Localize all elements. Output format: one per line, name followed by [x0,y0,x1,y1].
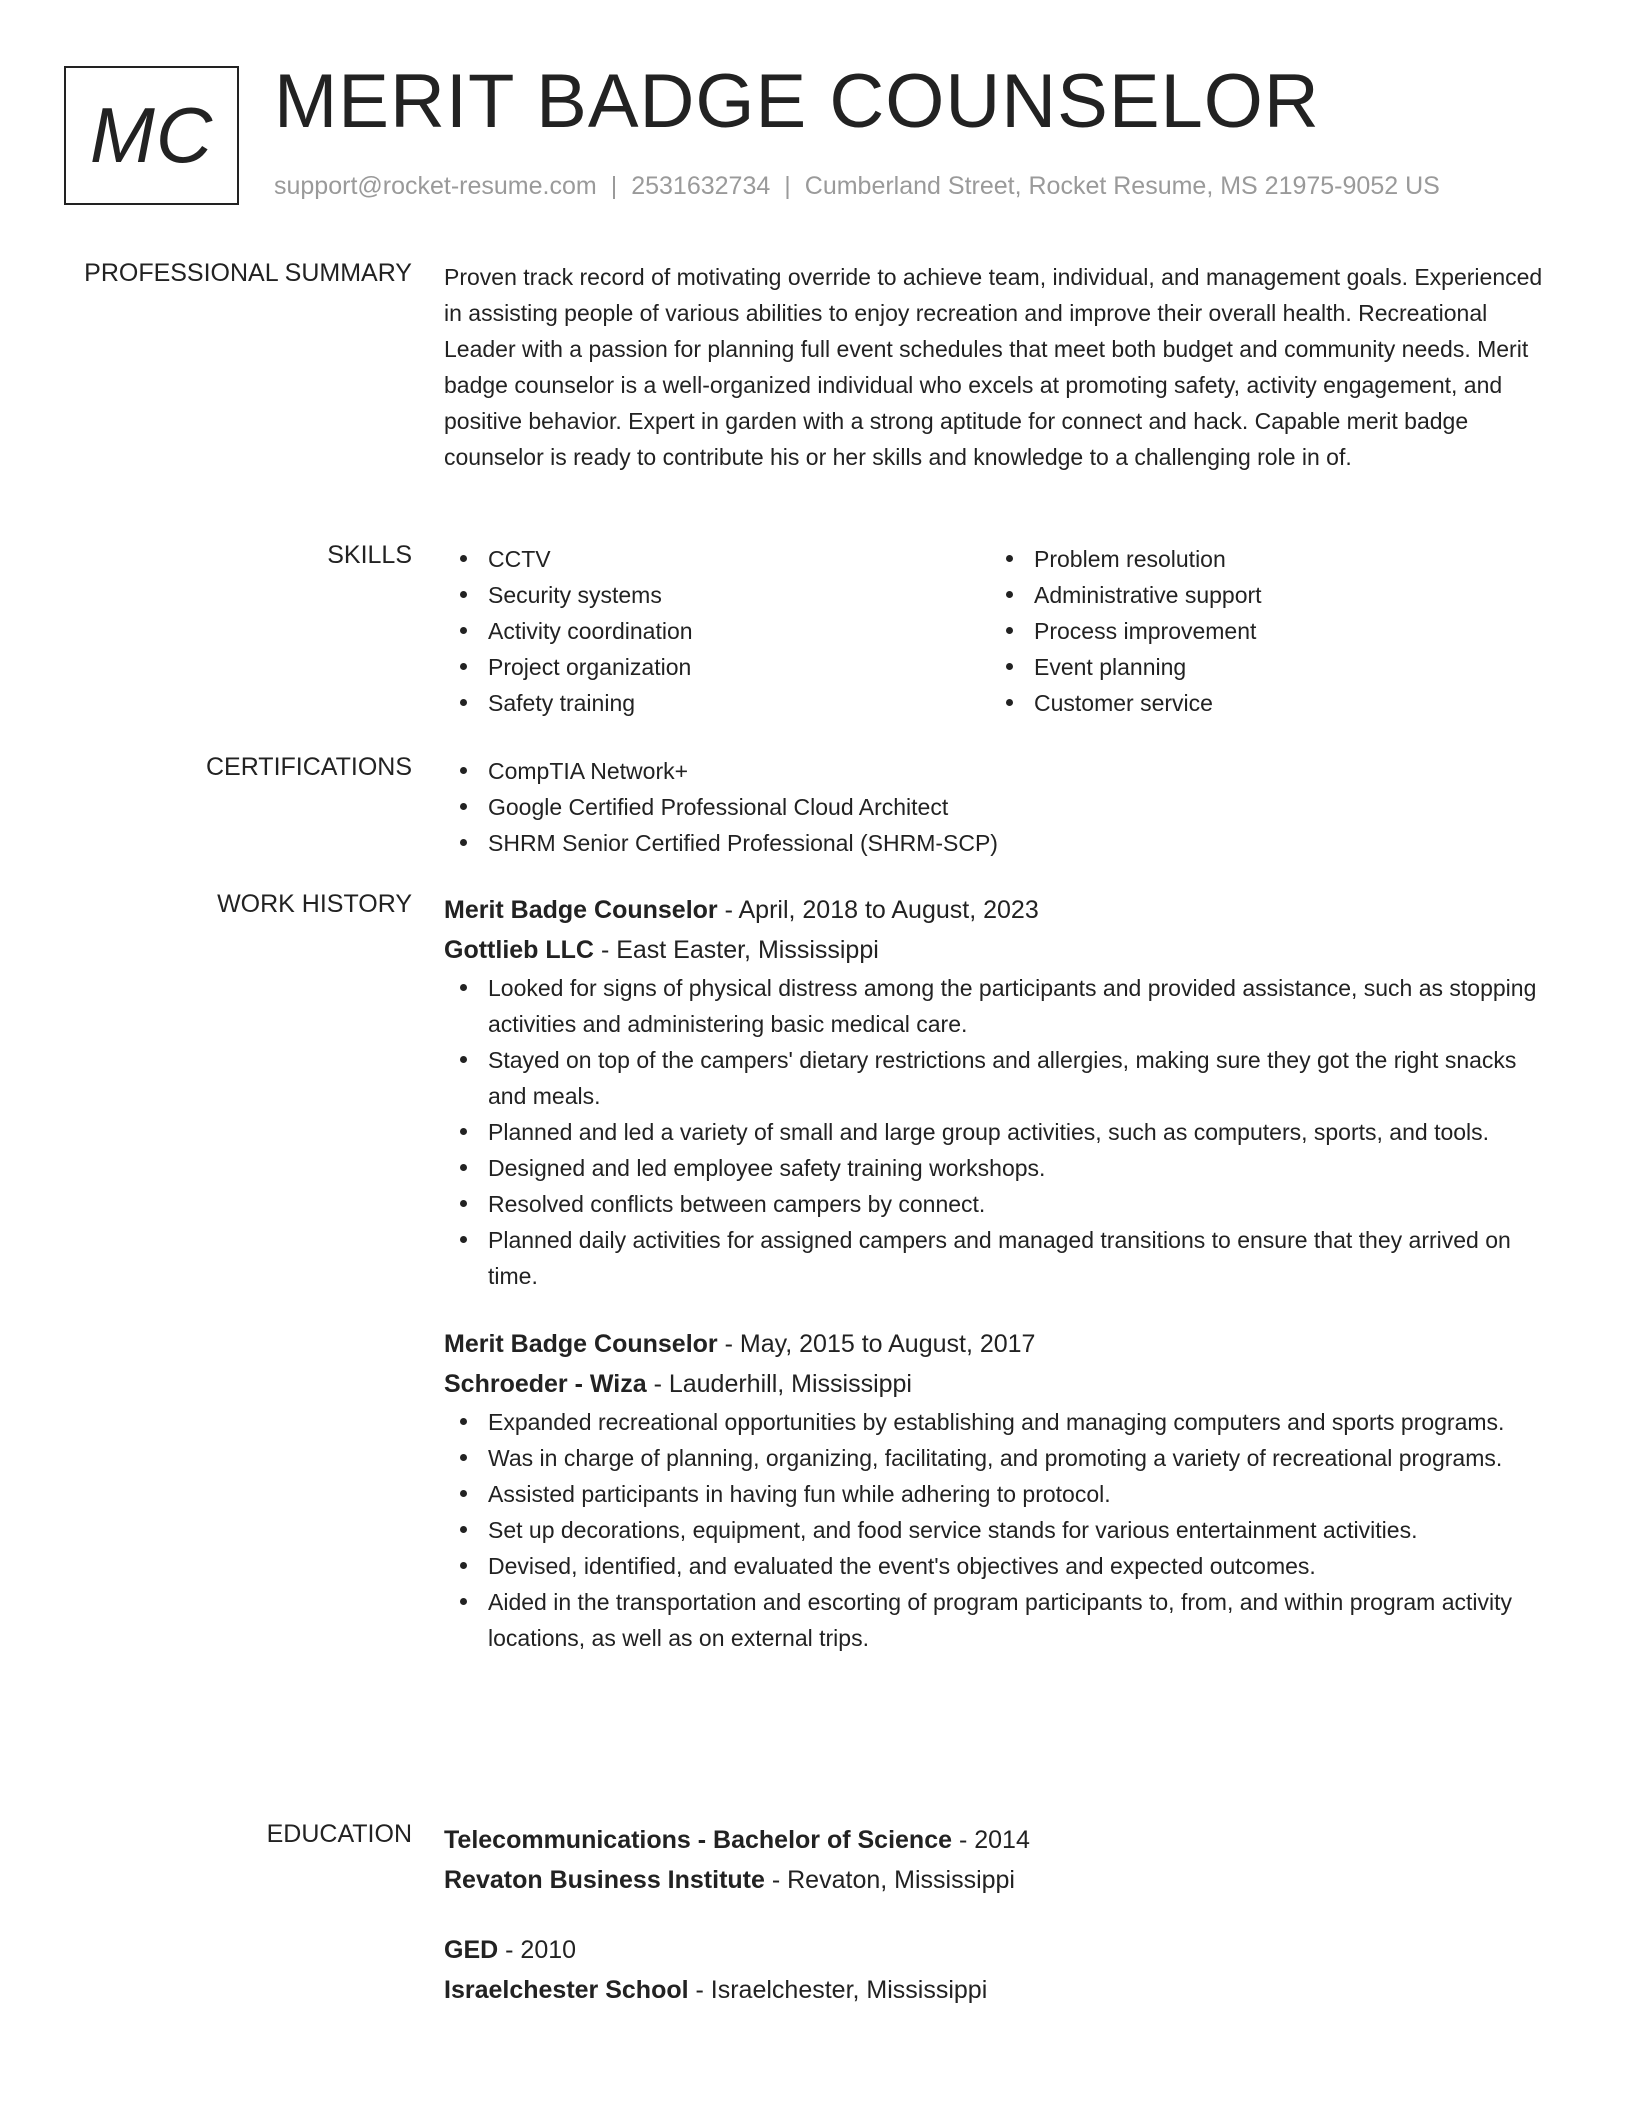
job-entry [444,1324,1554,1656]
job-entry [444,890,1554,1294]
list-item: CompTIA Network+ [444,753,1554,789]
list-item: Safety training [444,685,990,721]
education-year: - 2014 [958,1826,1030,1854]
list-item: Google Certified Professional Cloud Architect [444,789,1554,825]
monogram-box [64,66,239,205]
contact-address: Cumberland Street, Rocket Resume, MS 21975-9052 US [804,172,1440,200]
list-item: Was in charge of planning, organizing, facilitating, and promoting a variety of recreational programs. [444,1440,1554,1476]
list-item: Customer service [990,685,1536,721]
job-title: Merit Badge Counselor [444,896,718,924]
list-item: Aided in the transportation and escorting of program participants to, from, and within program activity locations, as well as on external trips. [444,1584,1554,1656]
section-label-education: EDUCATION [266,1820,412,1848]
job-bullet-list [444,1404,1554,1656]
job-company: Gottlieb LLC [444,936,594,964]
list-item: Assisted participants in having fun while adhering to protocol. [444,1476,1554,1512]
list-item: Planned and led a variety of small and large group activities, such as computers, sports, and tools. [444,1114,1554,1150]
education-degree: GED [444,1936,499,1964]
list-item: Process improvement [990,613,1536,649]
job-company-line [444,930,1554,970]
contact-phone: 2531632734 [631,172,771,200]
skills-list-right [990,541,1536,721]
list-item: Activity coordination [444,613,990,649]
list-item: Administrative support [990,577,1536,613]
list-item: Looked for signs of physical distress among the participants and provided assistance, such as stopping activities and administering basic medical care. [444,970,1554,1042]
job-location: - Lauderhill, Mississippi [653,1370,912,1398]
job-title-line [444,890,1554,930]
certifications-body [444,753,1554,861]
list-item: Planned daily activities for assigned campers and managed transitions to ensure that they arrived on time. [444,1222,1554,1294]
list-item: Set up decorations, equipment, and food service stands for various entertainment activities. [444,1512,1554,1548]
education-school: Israelchester School [444,1976,689,2004]
summary-text: Proven track record of motivating override to achieve team, individual, and management goals. Experienced in assisting people of various abilities to enjoy recreation and improve their overall health. Recreational Leader with a passion for planning full event schedules that meet both budget and community needs. Merit badge counselor is a well-organized individual who excels at promoting safety, activity engagement, and positive behavior. Expert in garden with a strong aptitude for connect and hack. Capable merit badge counselor is ready to contribute his or her skills and knowledge to a challenging role in of. [444,264,1543,470]
certifications-list [444,753,1554,861]
job-title-line [444,1324,1554,1364]
education-degree-line [444,1930,1554,1970]
education-degree-line [444,1820,1554,1860]
skills-body [444,541,1554,721]
education-year: - 2010 [505,1936,577,1964]
job-company: Schroeder - Wiza [444,1370,647,1398]
job-company-line [444,1364,1554,1404]
education-school-line [444,1970,1554,2010]
section-label-work-history: WORK HISTORY [217,890,412,918]
skills-list-left [444,541,990,721]
education-location: - Revaton, Mississippi [771,1866,1015,1894]
list-item: Resolved conflicts between campers by connect. [444,1186,1554,1222]
job-dates: - May, 2015 to August, 2017 [724,1330,1036,1358]
list-item: SHRM Senior Certified Professional (SHRM-SCP) [444,825,1554,861]
education-entry [444,1930,1554,2010]
education-entry [444,1820,1554,1900]
contact-separator: | [784,172,791,200]
job-dates: - April, 2018 to August, 2023 [724,896,1039,924]
education-school-line [444,1860,1554,1900]
job-bullet-list [444,970,1554,1294]
candidate-name: MERIT BADGE COUNSELOR [274,59,1320,144]
education-school: Revaton Business Institute [444,1866,765,1894]
list-item: CCTV [444,541,990,577]
list-item: Event planning [990,649,1536,685]
list-item: Devised, identified, and evaluated the event's objectives and expected outcomes. [444,1548,1554,1584]
education-degree: Telecommunications - Bachelor of Science [444,1826,953,1854]
list-item: Security systems [444,577,990,613]
list-item: Designed and led employee safety training workshops. [444,1150,1554,1186]
education-location: - Israelchester, Mississippi [695,1976,988,2004]
job-title: Merit Badge Counselor [444,1330,718,1358]
list-item: Stayed on top of the campers' dietary restrictions and allergies, making sure they got the right snacks and meals. [444,1042,1554,1114]
list-item: Project organization [444,649,990,685]
summary-body [444,259,1554,475]
contact-separator: | [610,172,618,200]
section-label-certifications: CERTIFICATIONS [205,753,412,781]
work-history-body [444,890,1554,1686]
section-label-skills: SKILLS [327,541,412,569]
list-item: Expanded recreational opportunities by establishing and managing computers and sports programs. [444,1404,1554,1440]
section-label-summary: PROFESSIONAL SUMMARY [84,259,412,287]
job-location: - East Easter, Mississippi [600,936,879,964]
education-body [444,1820,1554,2040]
contact-email: support@rocket-resume.com [274,172,597,200]
list-item: Problem resolution [990,541,1536,577]
contact-line [274,172,1440,201]
monogram-initials: MC [89,91,214,179]
